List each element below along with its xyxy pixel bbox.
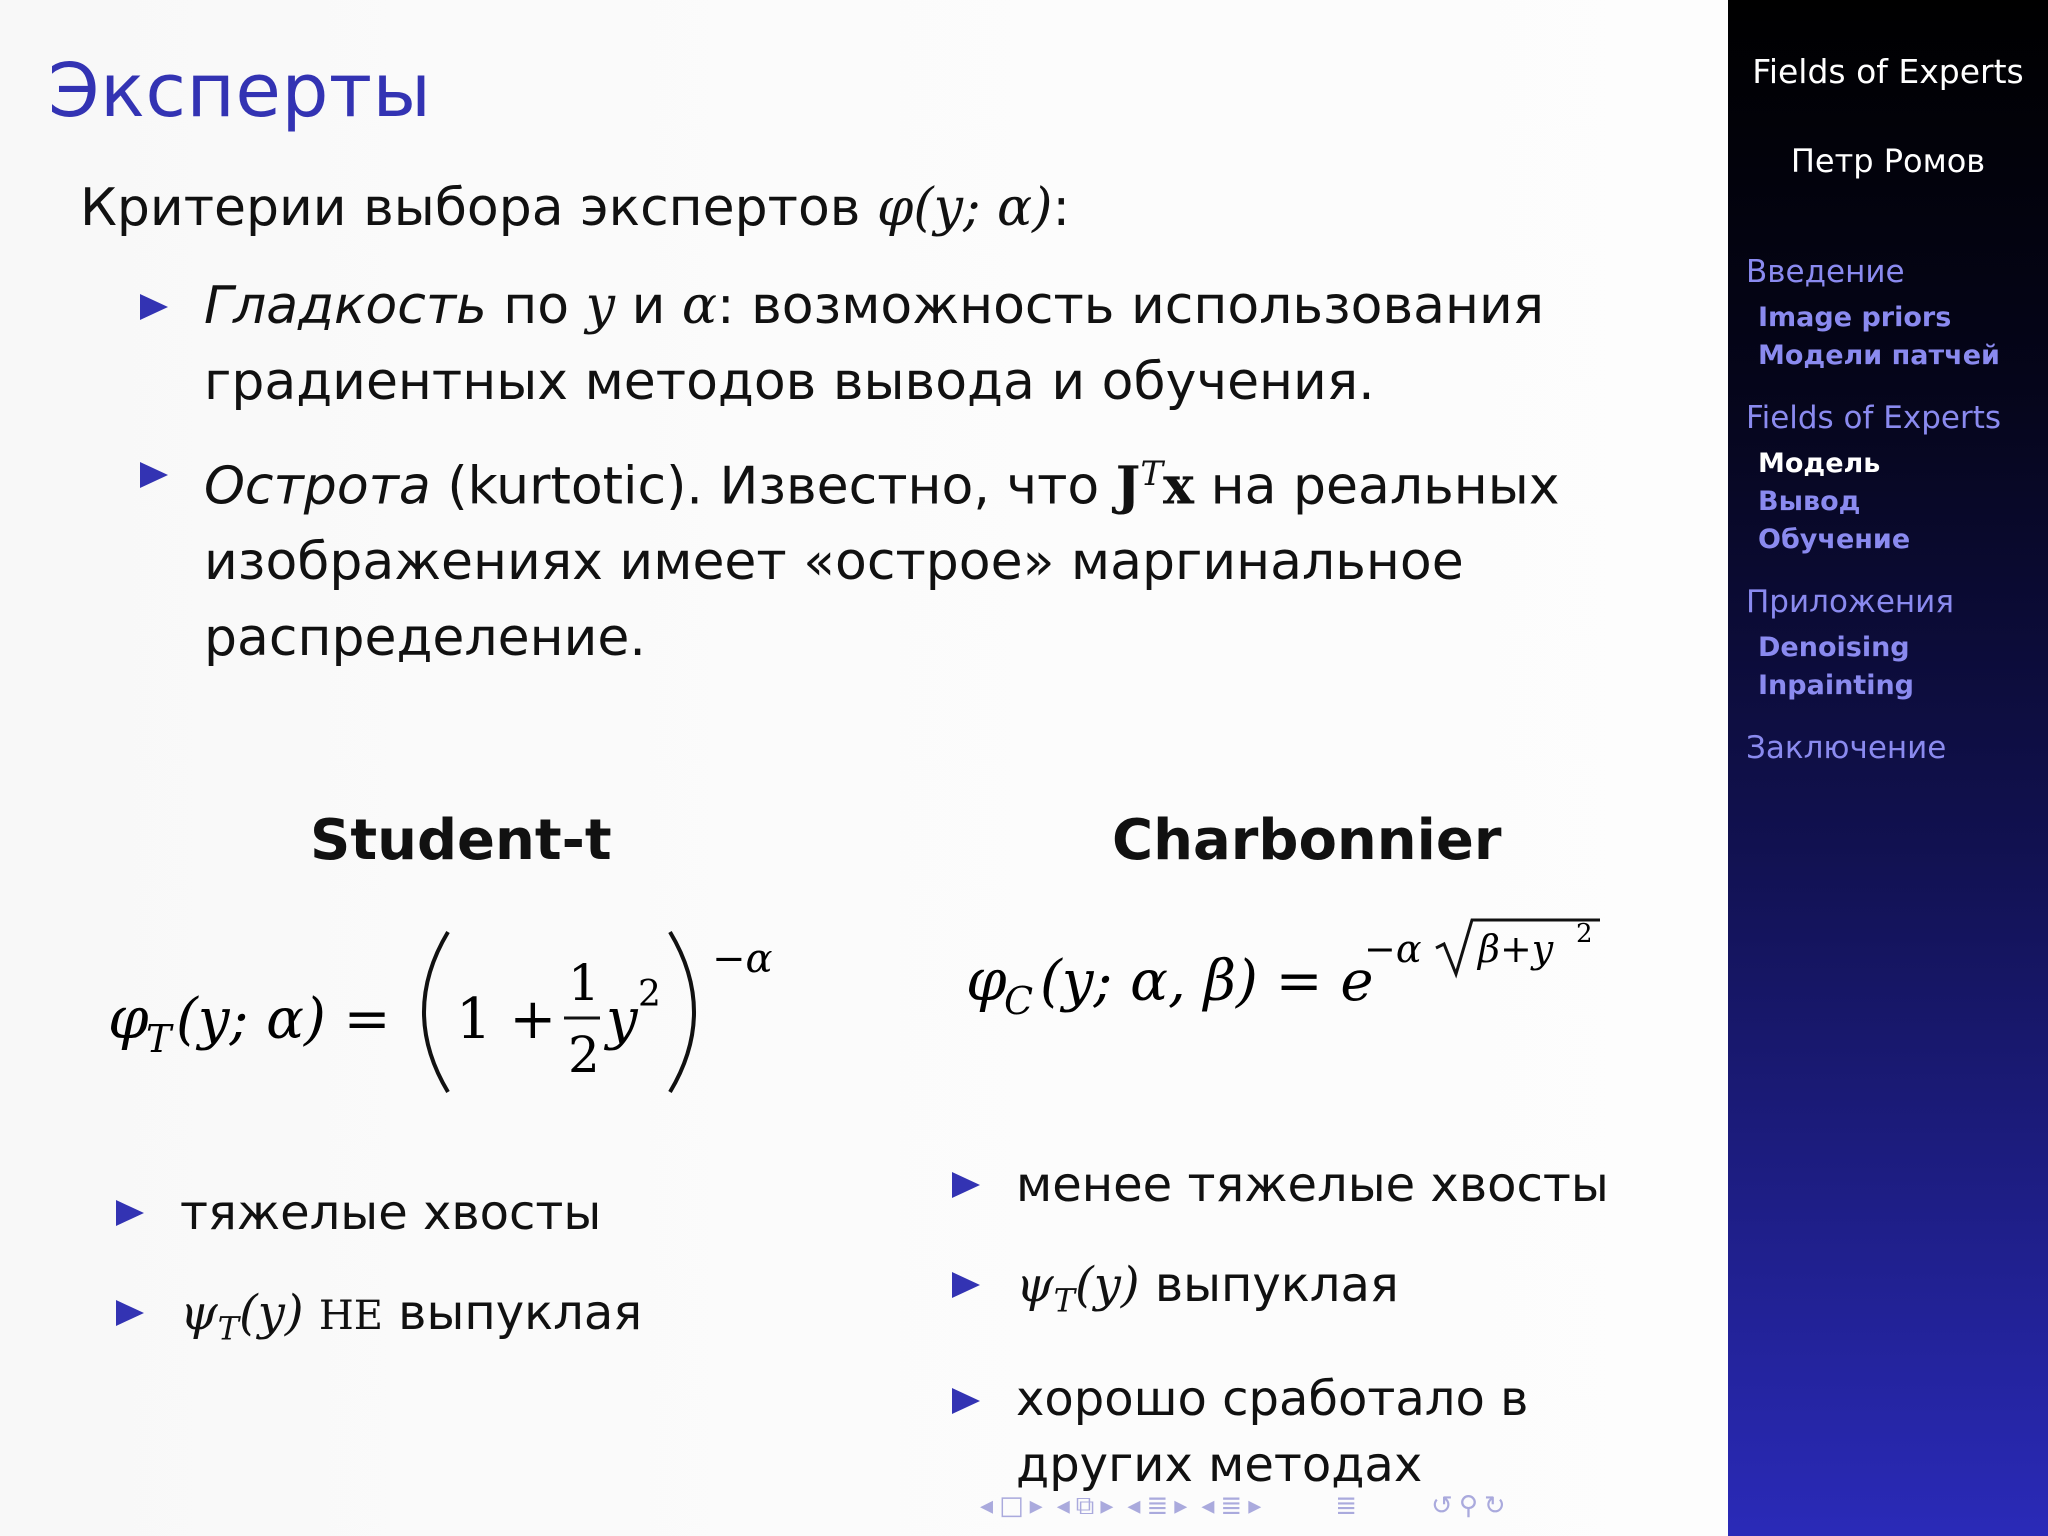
- emphasis-term: Острота: [204, 456, 431, 517]
- list-item: [116, 1178, 756, 1248]
- back-forward-icon[interactable]: ↻: [1483, 1491, 1506, 1521]
- sidebar-title[interactable]: Fields of Experts: [1752, 52, 2024, 91]
- negation-text: НЕ: [318, 1293, 383, 1339]
- left-paren: [424, 932, 448, 1092]
- math-args: (y): [238, 1285, 304, 1341]
- formula-args: (y; α) =: [176, 987, 391, 1052]
- list-item: [952, 1366, 1592, 1498]
- bullet-line: [1016, 1250, 1592, 1336]
- formula-y-square: 2: [638, 974, 661, 1015]
- arrow-right-icon[interactable]: ▸: [1174, 1491, 1188, 1521]
- formula-phi: φ: [966, 946, 1007, 1014]
- intro-suffix: :: [1052, 178, 1070, 238]
- fraction-numerator: 1: [568, 954, 600, 1012]
- arrow-left-icon[interactable]: ◂: [1201, 1491, 1215, 1521]
- formula-exponent: −α: [712, 936, 773, 982]
- arrow-left-icon[interactable]: ◂: [980, 1491, 994, 1521]
- arrow-left-icon[interactable]: ◂: [1127, 1491, 1141, 1521]
- math-superscript: T: [1140, 454, 1164, 494]
- formula-subscript: C: [1004, 979, 1034, 1023]
- bullet-triangle-icon: [952, 1172, 980, 1198]
- sidebar-item-inpainting[interactable]: Inpainting: [1758, 670, 1915, 701]
- bullet-line: других методах: [1016, 1436, 1423, 1493]
- bullet-text: (kurtotic). Известно, что: [430, 456, 1116, 517]
- bullet-triangle-icon: [140, 294, 168, 320]
- sidebar-section-foe[interactable]: Fields of Experts: [1746, 400, 2002, 436]
- subsection-nav[interactable]: [1057, 1491, 1114, 1522]
- frame-icon: □: [999, 1491, 1024, 1521]
- arrow-right-icon[interactable]: ▸: [1029, 1491, 1043, 1521]
- student-t-bullets: [116, 1178, 756, 1394]
- sidebar-item-inference[interactable]: Вывод: [1758, 486, 1861, 517]
- bullet-text: и: [615, 276, 682, 336]
- frame-nav[interactable]: [980, 1491, 1043, 1521]
- bullet-text: на реальных: [1194, 456, 1560, 517]
- bullet-line: [204, 436, 1640, 524]
- math-args: (y): [1074, 1257, 1140, 1313]
- sidebar-item-patch-models[interactable]: Модели патчей: [1758, 340, 2000, 371]
- bullet-triangle-icon: [952, 1272, 980, 1298]
- arrow-right-icon[interactable]: ▸: [1248, 1491, 1262, 1521]
- math-var: y: [585, 276, 616, 336]
- formula-subscript: T: [146, 1017, 172, 1061]
- intro-text: Критерии выбора экспертов: [80, 178, 877, 238]
- math-subscript: T: [217, 1309, 239, 1348]
- bullet-text: по: [486, 276, 586, 336]
- bullet-text: выпуклая: [1139, 1257, 1399, 1313]
- math-subscript: T: [1053, 1281, 1075, 1320]
- math-var: α: [681, 276, 718, 336]
- sidebar-item-learning[interactable]: Обучение: [1758, 524, 1911, 555]
- formula-phi: φ: [108, 984, 149, 1052]
- bullet-text: : возможность использования: [717, 276, 1545, 336]
- search-nav[interactable]: [1431, 1491, 1506, 1521]
- document-nav[interactable]: [1201, 1491, 1261, 1521]
- formula-one-plus: 1 +: [456, 987, 557, 1052]
- formula-y: y: [606, 987, 638, 1052]
- section-nav[interactable]: [1127, 1491, 1187, 1521]
- subsection-icon: ⧉: [1075, 1490, 1095, 1521]
- math-vector: x: [1163, 455, 1195, 517]
- bullet-triangle-icon: [952, 1388, 980, 1414]
- arrow-right-icon[interactable]: ▸: [1100, 1491, 1114, 1521]
- right-paren: [670, 932, 694, 1092]
- search-icon[interactable]: ⚲: [1458, 1491, 1478, 1521]
- math-psi: ψ: [180, 1285, 218, 1341]
- toc-icon[interactable]: ≣: [1335, 1491, 1358, 1521]
- bullet-line: распределение.: [204, 608, 646, 669]
- emphasis-term: Гладкость: [204, 276, 487, 336]
- bullet-text: выпуклая: [382, 1285, 643, 1341]
- bullet-line: изображениях имеет «острое» маргинальное: [204, 532, 1464, 593]
- bullet-triangle-icon: [116, 1300, 144, 1326]
- sidebar-item-model[interactable]: Модель: [1758, 448, 1881, 479]
- fraction-denominator: 2: [568, 1026, 600, 1084]
- charbonnier-title: Charbonnier: [1112, 808, 1502, 873]
- back-forward-icon[interactable]: ↺: [1431, 1491, 1453, 1521]
- sidebar-item-image-priors[interactable]: Image priors: [1758, 302, 1952, 333]
- section-icon: ≣: [1146, 1491, 1169, 1521]
- bullet-line: [204, 268, 1640, 344]
- charbonnier-formula: [960, 900, 1620, 1040]
- intro-line: [80, 178, 1070, 238]
- bullet-triangle-icon: [140, 462, 168, 488]
- math-psi: ψ: [1016, 1257, 1054, 1313]
- bullet-line: [180, 1278, 756, 1364]
- bullet-line: градиентных методов вывода и обучения.: [204, 352, 1375, 412]
- math-matrix: J: [1115, 455, 1141, 517]
- student-t-title: Student-t: [310, 808, 612, 873]
- list-item: [952, 1150, 1609, 1220]
- bullet-text: менее тяжелые хвосты: [1016, 1157, 1609, 1213]
- slide-title: Эксперты: [48, 48, 432, 134]
- beamer-navigation-bar: [980, 1488, 1506, 1524]
- sidebar-author[interactable]: Петр Ромов: [1790, 142, 1986, 180]
- student-t-formula: [100, 920, 820, 1100]
- intro-formula: φ(y; α): [876, 178, 1053, 238]
- sidebar-section-intro[interactable]: Введение: [1746, 254, 1905, 290]
- charbonnier-bullets: [952, 1150, 1609, 1528]
- sidebar-section-applications[interactable]: Приложения: [1746, 584, 1954, 620]
- sidebar: [1728, 0, 2048, 1536]
- bullet-text: тяжелые хвосты: [180, 1185, 602, 1241]
- list-item-kurtosis: [140, 436, 1640, 676]
- list-item-smoothness: [140, 268, 1640, 420]
- sidebar-item-denoising[interactable]: Denoising: [1758, 632, 1910, 663]
- criteria-list: [140, 268, 1640, 692]
- sidebar-section-conclusion[interactable]: Заключение: [1746, 730, 1947, 766]
- appendix-nav[interactable]: [1335, 1491, 1357, 1521]
- list-item: [952, 1250, 1592, 1336]
- bullet-line: хорошо сработало в: [1016, 1370, 1529, 1427]
- formula-args: (y; α, β) = e: [1040, 949, 1374, 1014]
- arrow-left-icon[interactable]: ◂: [1056, 1491, 1070, 1521]
- bullet-triangle-icon: [116, 1200, 144, 1226]
- sqrt-radicand: β+y: [1478, 927, 1554, 971]
- radicand-exponent: 2: [1576, 919, 1593, 949]
- toc-icon: ≣: [1220, 1491, 1243, 1521]
- list-item: [116, 1278, 756, 1364]
- formula-exponent: −α: [1364, 927, 1422, 971]
